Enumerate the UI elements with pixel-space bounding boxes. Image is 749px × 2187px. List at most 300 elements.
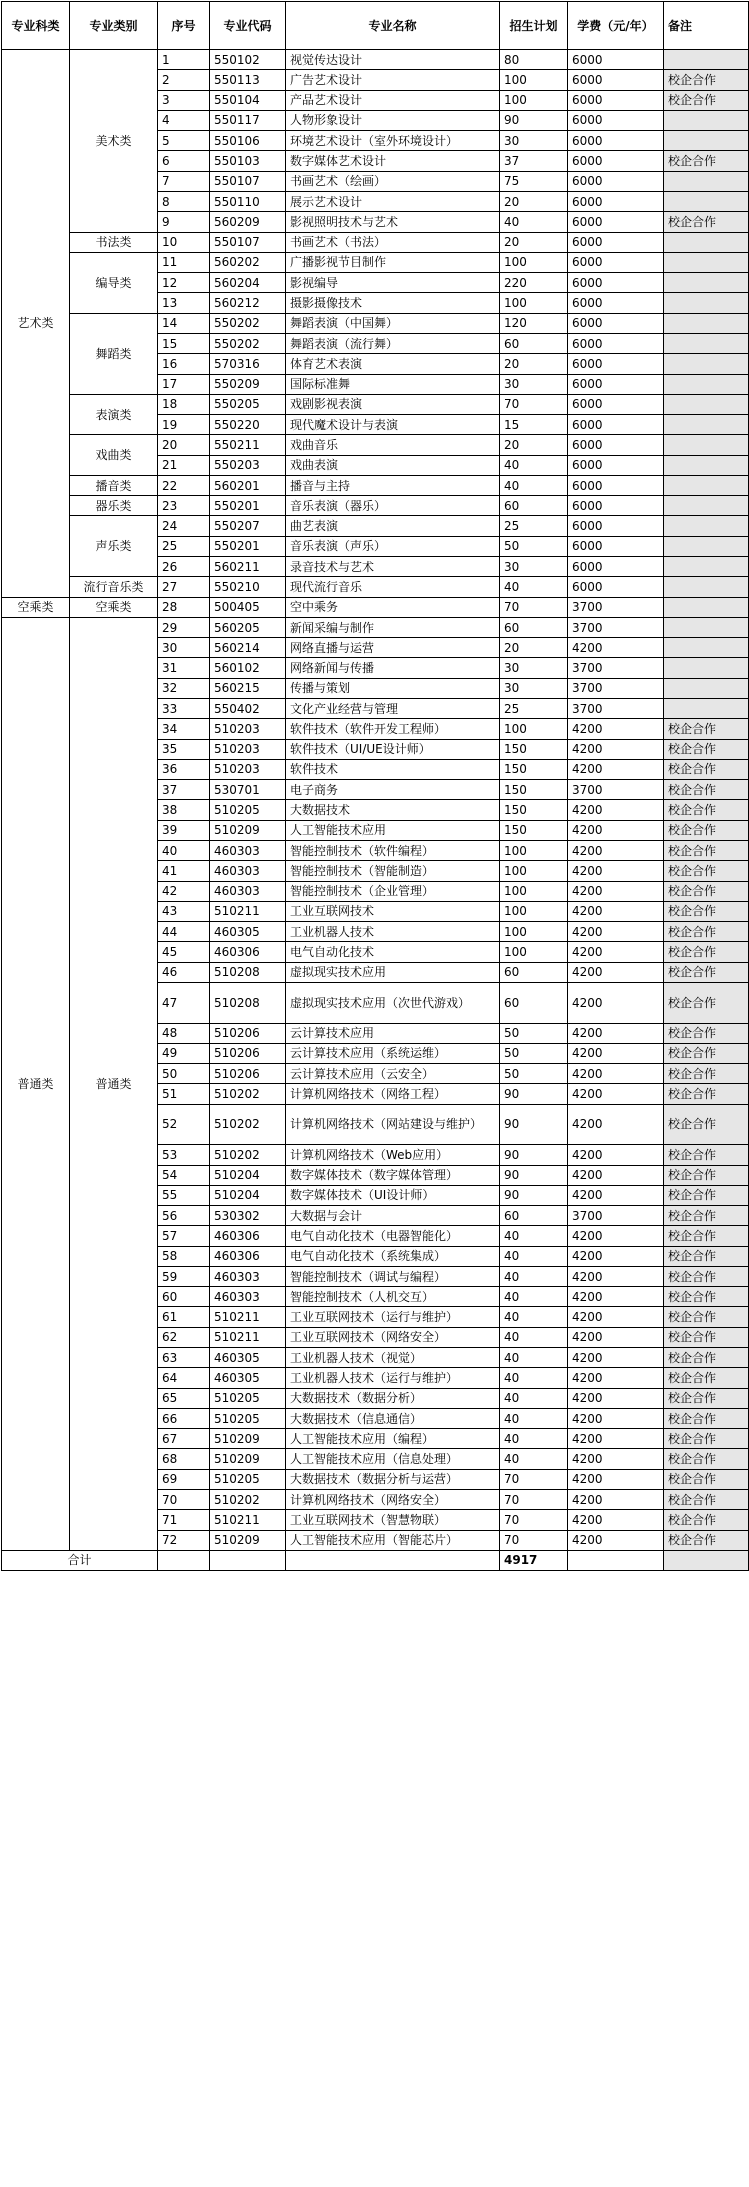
table-row xyxy=(2,577,749,597)
row-no: 48 xyxy=(158,1023,210,1043)
row-no: 54 xyxy=(158,1165,210,1185)
row-remark: 校企合作 xyxy=(664,1449,749,1469)
row-code: 510209 xyxy=(210,1530,286,1550)
row-plan: 40 xyxy=(500,212,568,232)
row-remark xyxy=(664,658,749,678)
row-fee: 4200 xyxy=(568,1064,664,1084)
row-fee: 6000 xyxy=(568,191,664,211)
row-remark: 校企合作 xyxy=(664,840,749,860)
row-plan: 75 xyxy=(500,171,568,191)
row-code: 510211 xyxy=(210,901,286,921)
row-code: 550202 xyxy=(210,313,286,333)
row-no: 25 xyxy=(158,536,210,556)
row-code: 550210 xyxy=(210,577,286,597)
row-name: 影视照明技术与艺术 xyxy=(286,212,500,232)
row-plan: 50 xyxy=(500,1043,568,1063)
row-plan: 70 xyxy=(500,1490,568,1510)
row-no: 18 xyxy=(158,394,210,414)
row-code: 530701 xyxy=(210,780,286,800)
row-code: 510206 xyxy=(210,1043,286,1063)
row-fee: 3700 xyxy=(568,699,664,719)
row-plan: 40 xyxy=(500,1327,568,1347)
row-no: 27 xyxy=(158,577,210,597)
row-fee: 4200 xyxy=(568,982,664,1023)
row-code: 560204 xyxy=(210,273,286,293)
row-code: 460303 xyxy=(210,840,286,860)
row-remark: 校企合作 xyxy=(664,942,749,962)
row-no: 49 xyxy=(158,1043,210,1063)
row-plan: 40 xyxy=(500,1429,568,1449)
row-name: 新闻采编与制作 xyxy=(286,617,500,637)
table-row xyxy=(2,232,749,252)
row-no: 38 xyxy=(158,800,210,820)
row-fee: 4200 xyxy=(568,1246,664,1266)
total-label: 合计 xyxy=(2,1550,158,1570)
total-empty xyxy=(664,1550,749,1570)
row-fee: 3700 xyxy=(568,617,664,637)
row-no: 71 xyxy=(158,1510,210,1530)
header-row xyxy=(2,2,749,50)
header-category: 专业科类 xyxy=(2,2,70,50)
row-no: 26 xyxy=(158,557,210,577)
row-remark xyxy=(664,191,749,211)
row-code: 550113 xyxy=(210,70,286,90)
row-name: 展示艺术设计 xyxy=(286,191,500,211)
row-fee: 6000 xyxy=(568,496,664,516)
row-name: 现代流行音乐 xyxy=(286,577,500,597)
row-remark: 校企合作 xyxy=(664,861,749,881)
row-no: 70 xyxy=(158,1490,210,1510)
row-plan: 70 xyxy=(500,1469,568,1489)
row-code: 510202 xyxy=(210,1145,286,1165)
table-row xyxy=(2,394,749,414)
row-name: 大数据技术（数据分析与运营） xyxy=(286,1469,500,1489)
row-fee: 4200 xyxy=(568,1043,664,1063)
row-plan: 40 xyxy=(500,1449,568,1469)
row-code: 510204 xyxy=(210,1185,286,1205)
row-remark xyxy=(664,110,749,130)
group-performance: 表演类 xyxy=(70,394,158,435)
row-no: 39 xyxy=(158,820,210,840)
row-plan: 100 xyxy=(500,252,568,272)
row-remark xyxy=(664,333,749,353)
row-plan: 40 xyxy=(500,1287,568,1307)
row-code: 510209 xyxy=(210,820,286,840)
header-plan: 招生计划 xyxy=(500,2,568,50)
row-fee: 6000 xyxy=(568,293,664,313)
row-name: 书画艺术（书法） xyxy=(286,232,500,252)
row-remark: 校企合作 xyxy=(664,759,749,779)
row-plan: 60 xyxy=(500,982,568,1023)
row-fee: 4200 xyxy=(568,1266,664,1286)
total-empty xyxy=(158,1550,210,1570)
row-no: 8 xyxy=(158,191,210,211)
row-code: 560214 xyxy=(210,638,286,658)
row-remark: 校企合作 xyxy=(664,1510,749,1530)
row-name: 广告艺术设计 xyxy=(286,70,500,90)
row-remark: 校企合作 xyxy=(664,1287,749,1307)
row-no: 20 xyxy=(158,435,210,455)
row-remark xyxy=(664,252,749,272)
row-fee: 6000 xyxy=(568,313,664,333)
row-code: 550402 xyxy=(210,699,286,719)
row-remark xyxy=(664,354,749,374)
group-vocal: 声乐类 xyxy=(70,516,158,577)
row-fee: 4200 xyxy=(568,1368,664,1388)
row-remark: 校企合作 xyxy=(664,1043,749,1063)
row-code: 550110 xyxy=(210,191,286,211)
row-name: 曲艺表演 xyxy=(286,516,500,536)
row-plan: 50 xyxy=(500,1064,568,1084)
row-name: 电子商务 xyxy=(286,780,500,800)
row-no: 2 xyxy=(158,70,210,90)
row-fee: 4200 xyxy=(568,1469,664,1489)
row-name: 虚拟现实技术应用 xyxy=(286,962,500,982)
row-plan: 37 xyxy=(500,151,568,171)
row-code: 510206 xyxy=(210,1064,286,1084)
row-code: 550203 xyxy=(210,455,286,475)
row-remark: 校企合作 xyxy=(664,1246,749,1266)
row-name: 录音技术与艺术 xyxy=(286,557,500,577)
row-code: 550201 xyxy=(210,536,286,556)
header-code: 专业代码 xyxy=(210,2,286,50)
row-fee: 4200 xyxy=(568,719,664,739)
row-remark: 校企合作 xyxy=(664,1348,749,1368)
row-fee: 4200 xyxy=(568,1348,664,1368)
row-plan: 90 xyxy=(500,1084,568,1104)
row-code: 550103 xyxy=(210,151,286,171)
row-code: 460305 xyxy=(210,922,286,942)
row-name: 广播影视节目制作 xyxy=(286,252,500,272)
row-code: 510208 xyxy=(210,962,286,982)
row-fee: 4200 xyxy=(568,962,664,982)
row-name: 播音与主持 xyxy=(286,475,500,495)
row-remark xyxy=(664,577,749,597)
row-no: 15 xyxy=(158,333,210,353)
row-no: 10 xyxy=(158,232,210,252)
row-no: 66 xyxy=(158,1408,210,1428)
row-code: 560211 xyxy=(210,557,286,577)
row-plan: 40 xyxy=(500,577,568,597)
row-no: 17 xyxy=(158,374,210,394)
table-row xyxy=(2,50,749,70)
row-code: 560212 xyxy=(210,293,286,313)
row-code: 510209 xyxy=(210,1429,286,1449)
row-plan: 150 xyxy=(500,780,568,800)
row-no: 35 xyxy=(158,739,210,759)
group-directing: 编导类 xyxy=(70,252,158,313)
row-code: 510202 xyxy=(210,1084,286,1104)
row-remark: 校企合作 xyxy=(664,901,749,921)
header-name: 专业名称 xyxy=(286,2,500,50)
row-no: 14 xyxy=(158,313,210,333)
row-remark: 校企合作 xyxy=(664,1084,749,1104)
row-no: 32 xyxy=(158,678,210,698)
row-code: 460306 xyxy=(210,942,286,962)
row-remark: 校企合作 xyxy=(664,1064,749,1084)
table-row xyxy=(2,516,749,536)
row-plan: 20 xyxy=(500,435,568,455)
header-no: 序号 xyxy=(158,2,210,50)
row-name: 软件技术 xyxy=(286,759,500,779)
row-plan: 30 xyxy=(500,678,568,698)
row-name: 戏曲音乐 xyxy=(286,435,500,455)
row-fee: 4200 xyxy=(568,1185,664,1205)
row-fee: 4200 xyxy=(568,901,664,921)
row-no: 58 xyxy=(158,1246,210,1266)
row-code: 460305 xyxy=(210,1368,286,1388)
row-no: 6 xyxy=(158,151,210,171)
row-plan: 15 xyxy=(500,415,568,435)
row-remark xyxy=(664,496,749,516)
row-no: 34 xyxy=(158,719,210,739)
row-plan: 100 xyxy=(500,881,568,901)
row-code: 510211 xyxy=(210,1510,286,1530)
row-remark xyxy=(664,557,749,577)
row-plan: 70 xyxy=(500,394,568,414)
row-plan: 70 xyxy=(500,1510,568,1530)
row-plan: 120 xyxy=(500,313,568,333)
total-row xyxy=(2,1550,749,1570)
row-plan: 90 xyxy=(500,1185,568,1205)
row-name: 大数据技术 xyxy=(286,800,500,820)
row-plan: 30 xyxy=(500,374,568,394)
row-fee: 4200 xyxy=(568,1287,664,1307)
row-plan: 20 xyxy=(500,638,568,658)
row-name: 电气自动化技术（电器智能化） xyxy=(286,1226,500,1246)
row-fee: 3700 xyxy=(568,780,664,800)
row-no: 51 xyxy=(158,1084,210,1104)
row-name: 摄影摄像技术 xyxy=(286,293,500,313)
row-fee: 6000 xyxy=(568,577,664,597)
row-code: 560202 xyxy=(210,252,286,272)
row-plan: 70 xyxy=(500,1530,568,1550)
row-fee: 6000 xyxy=(568,110,664,130)
row-plan: 25 xyxy=(500,699,568,719)
row-name: 电气自动化技术（系统集成） xyxy=(286,1246,500,1266)
row-remark xyxy=(664,536,749,556)
row-remark xyxy=(664,678,749,698)
row-no: 59 xyxy=(158,1266,210,1286)
row-no: 62 xyxy=(158,1327,210,1347)
row-plan: 90 xyxy=(500,1165,568,1185)
row-name: 数字媒体技术（数字媒体管理） xyxy=(286,1165,500,1185)
row-fee: 6000 xyxy=(568,252,664,272)
header-remark: 备注 xyxy=(664,2,749,50)
row-no: 50 xyxy=(158,1064,210,1084)
row-fee: 6000 xyxy=(568,50,664,70)
row-fee: 4200 xyxy=(568,1104,664,1145)
row-remark: 校企合作 xyxy=(664,962,749,982)
row-no: 41 xyxy=(158,861,210,881)
row-fee: 4200 xyxy=(568,1023,664,1043)
row-remark: 校企合作 xyxy=(664,70,749,90)
group-broadcasting: 播音类 xyxy=(70,475,158,495)
row-name: 戏剧影视表演 xyxy=(286,394,500,414)
row-name: 产品艺术设计 xyxy=(286,90,500,110)
row-no: 42 xyxy=(158,881,210,901)
row-remark xyxy=(664,435,749,455)
row-name: 智能控制技术（智能制造） xyxy=(286,861,500,881)
row-plan: 50 xyxy=(500,1023,568,1043)
row-no: 69 xyxy=(158,1469,210,1489)
row-plan: 40 xyxy=(500,1408,568,1428)
row-name: 大数据技术（信息通信） xyxy=(286,1408,500,1428)
total-empty xyxy=(286,1550,500,1570)
row-no: 11 xyxy=(158,252,210,272)
row-no: 19 xyxy=(158,415,210,435)
row-plan: 150 xyxy=(500,739,568,759)
total-empty xyxy=(568,1550,664,1570)
table-row xyxy=(2,475,749,495)
row-fee: 4200 xyxy=(568,922,664,942)
row-code: 510202 xyxy=(210,1104,286,1145)
row-code: 550220 xyxy=(210,415,286,435)
table-row xyxy=(2,597,749,617)
row-no: 55 xyxy=(158,1185,210,1205)
row-name: 音乐表演（声乐） xyxy=(286,536,500,556)
row-no: 40 xyxy=(158,840,210,860)
row-plan: 40 xyxy=(500,1226,568,1246)
row-fee: 3700 xyxy=(568,1206,664,1226)
row-name: 工业互联网技术（网络安全） xyxy=(286,1327,500,1347)
row-plan: 150 xyxy=(500,820,568,840)
row-plan: 100 xyxy=(500,293,568,313)
row-remark: 校企合作 xyxy=(664,780,749,800)
row-fee: 4200 xyxy=(568,1530,664,1550)
row-name: 工业机器人技术（视觉） xyxy=(286,1348,500,1368)
row-remark: 校企合作 xyxy=(664,1023,749,1043)
row-fee: 4200 xyxy=(568,942,664,962)
row-fee: 6000 xyxy=(568,151,664,171)
row-fee: 4200 xyxy=(568,800,664,820)
row-name: 软件技术（UI/UE设计师） xyxy=(286,739,500,759)
table-row xyxy=(2,496,749,516)
row-no: 44 xyxy=(158,922,210,942)
row-code: 510208 xyxy=(210,982,286,1023)
row-remark: 校企合作 xyxy=(664,1429,749,1449)
row-no: 57 xyxy=(158,1226,210,1246)
row-fee: 4200 xyxy=(568,1307,664,1327)
row-no: 52 xyxy=(158,1104,210,1145)
row-remark: 校企合作 xyxy=(664,820,749,840)
row-remark xyxy=(664,313,749,333)
row-plan: 100 xyxy=(500,70,568,90)
row-no: 3 xyxy=(158,90,210,110)
row-fee: 3700 xyxy=(568,658,664,678)
row-fee: 6000 xyxy=(568,90,664,110)
row-code: 550104 xyxy=(210,90,286,110)
row-remark: 校企合作 xyxy=(664,1266,749,1286)
row-name: 空中乘务 xyxy=(286,597,500,617)
row-code: 530302 xyxy=(210,1206,286,1226)
row-plan: 25 xyxy=(500,516,568,536)
row-name: 大数据技术（数据分析） xyxy=(286,1388,500,1408)
row-no: 13 xyxy=(158,293,210,313)
row-no: 29 xyxy=(158,617,210,637)
row-remark xyxy=(664,516,749,536)
row-remark: 校企合作 xyxy=(664,719,749,739)
row-plan: 40 xyxy=(500,1246,568,1266)
row-fee: 6000 xyxy=(568,415,664,435)
row-remark xyxy=(664,455,749,475)
row-code: 550205 xyxy=(210,394,286,414)
row-fee: 3700 xyxy=(568,597,664,617)
row-no: 21 xyxy=(158,455,210,475)
row-code: 550102 xyxy=(210,50,286,70)
row-name: 戏曲表演 xyxy=(286,455,500,475)
table-row xyxy=(2,252,749,272)
row-fee: 6000 xyxy=(568,232,664,252)
row-code: 560209 xyxy=(210,212,286,232)
row-name: 数字媒体技术（UI设计师） xyxy=(286,1185,500,1205)
row-plan: 20 xyxy=(500,354,568,374)
row-name: 影视编导 xyxy=(286,273,500,293)
row-code: 460303 xyxy=(210,881,286,901)
row-remark: 校企合作 xyxy=(664,1469,749,1489)
row-name: 工业互联网技术（智慧物联） xyxy=(286,1510,500,1530)
row-remark: 校企合作 xyxy=(664,1530,749,1550)
row-code: 560201 xyxy=(210,475,286,495)
header-fee: 学费（元/年） xyxy=(568,2,664,50)
row-remark: 校企合作 xyxy=(664,922,749,942)
row-remark: 校企合作 xyxy=(664,800,749,820)
row-code: 460305 xyxy=(210,1348,286,1368)
row-name: 智能控制技术（软件编程） xyxy=(286,840,500,860)
row-code: 460306 xyxy=(210,1226,286,1246)
row-code: 510205 xyxy=(210,1469,286,1489)
row-remark xyxy=(664,232,749,252)
row-name: 人工智能技术应用（智能芯片） xyxy=(286,1530,500,1550)
row-code: 510205 xyxy=(210,800,286,820)
row-plan: 100 xyxy=(500,922,568,942)
row-fee: 4200 xyxy=(568,840,664,860)
row-name: 软件技术（软件开发工程师） xyxy=(286,719,500,739)
row-name: 人工智能技术应用 xyxy=(286,820,500,840)
row-fee: 4200 xyxy=(568,638,664,658)
group-general: 普通类 xyxy=(70,617,158,1550)
row-fee: 6000 xyxy=(568,374,664,394)
row-plan: 20 xyxy=(500,232,568,252)
row-name: 云计算技术应用（系统运维） xyxy=(286,1043,500,1063)
row-code: 550201 xyxy=(210,496,286,516)
row-no: 36 xyxy=(158,759,210,779)
row-name: 智能控制技术（调试与编程） xyxy=(286,1266,500,1286)
row-code: 550211 xyxy=(210,435,286,455)
row-code: 460303 xyxy=(210,1287,286,1307)
row-plan: 60 xyxy=(500,617,568,637)
row-plan: 100 xyxy=(500,719,568,739)
row-no: 31 xyxy=(158,658,210,678)
row-name: 计算机网络技术（Web应用） xyxy=(286,1145,500,1165)
row-code: 510209 xyxy=(210,1449,286,1469)
row-code: 510204 xyxy=(210,1165,286,1185)
row-plan: 100 xyxy=(500,840,568,860)
row-no: 30 xyxy=(158,638,210,658)
row-plan: 60 xyxy=(500,1206,568,1226)
row-plan: 40 xyxy=(500,1348,568,1368)
row-remark xyxy=(664,50,749,70)
row-remark xyxy=(664,638,749,658)
total-empty xyxy=(210,1550,286,1570)
table-row xyxy=(2,617,749,637)
row-remark: 校企合作 xyxy=(664,1185,749,1205)
row-remark: 校企合作 xyxy=(664,1206,749,1226)
row-remark xyxy=(664,415,749,435)
row-name: 舞蹈表演（流行舞） xyxy=(286,333,500,353)
row-name: 计算机网络技术（网站建设与维护） xyxy=(286,1104,500,1145)
row-code: 560205 xyxy=(210,617,286,637)
